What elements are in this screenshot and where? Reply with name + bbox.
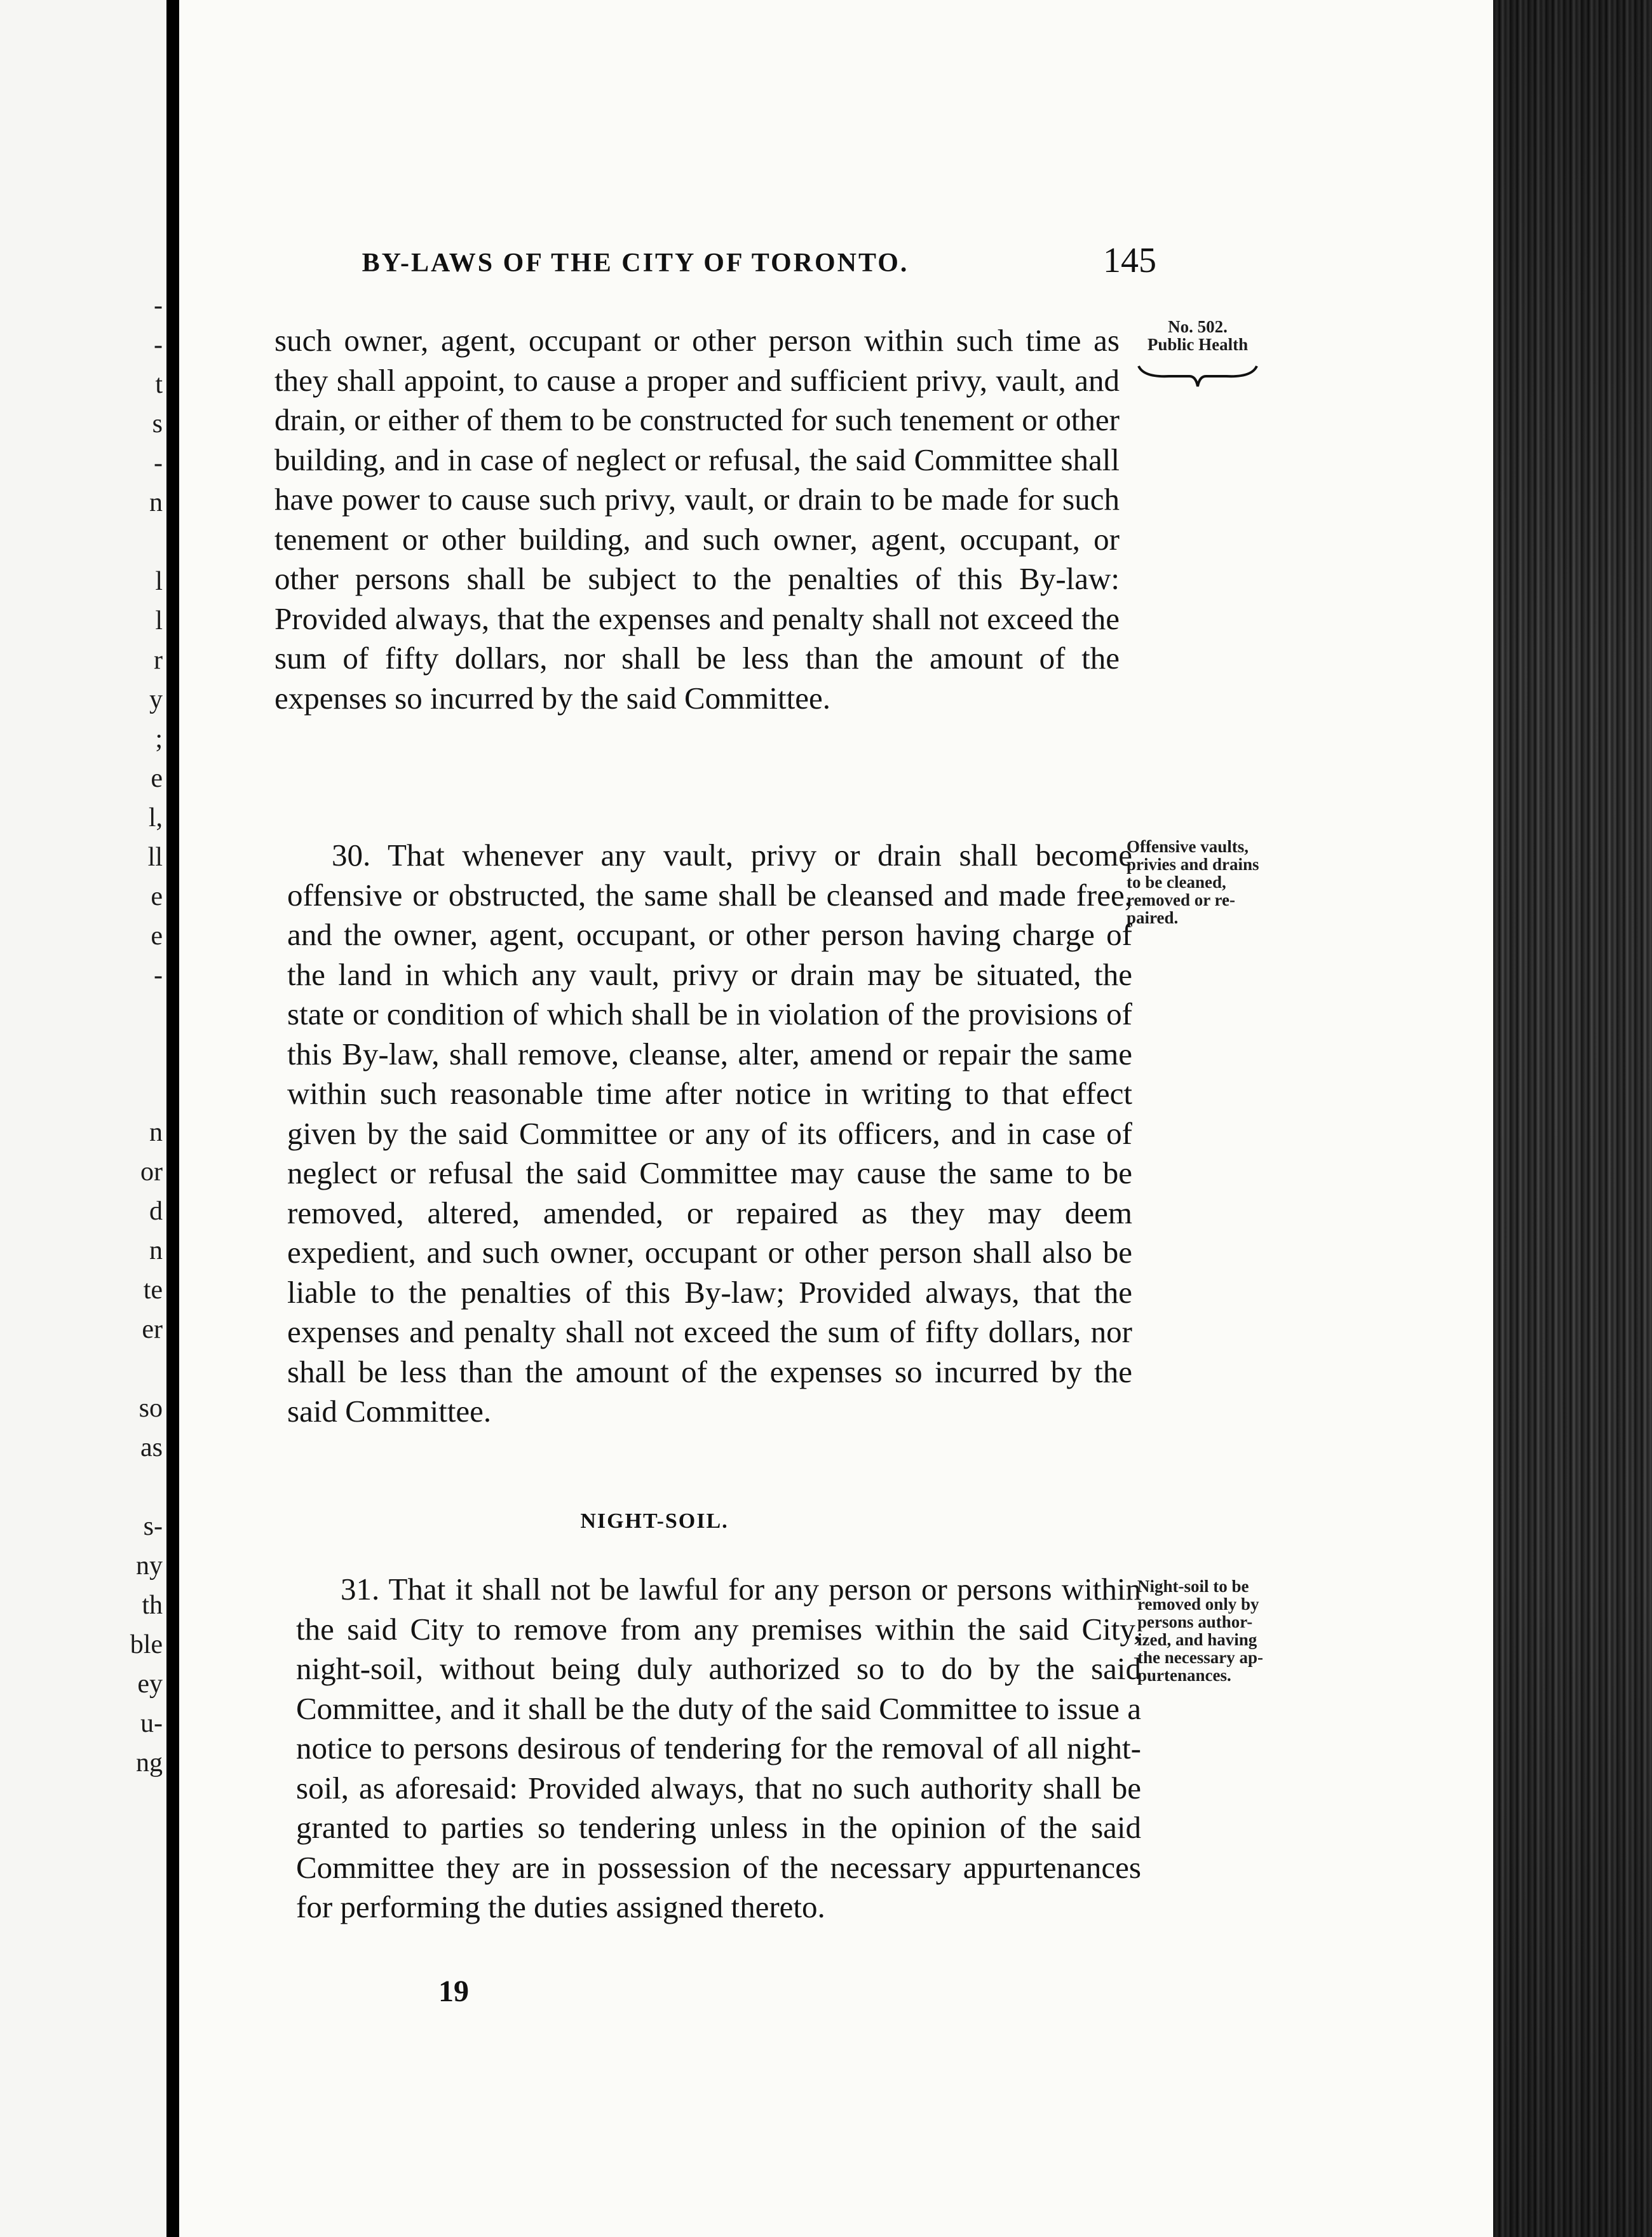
side-note-line: removed only by: [1137, 1594, 1259, 1614]
left-fragment: l: [155, 567, 163, 596]
signature-mark: 19: [438, 1975, 469, 2008]
paragraph-text: 30. That whenever any vault, privy or drain shall become offensive or obstructed, the same shall be cleansed and made free, and the owner, agent, occupant, or other person having charge of the land in which any vault, privy or drain may be situated, the state or condition of which shall be in violation of the provisions of this By-law, shall remove, cleanse, alter, amend or repair the same within such reasonable time after notice in writing to that effect given by the said Committee or any of its officers, and in case of neglect or refusal the said Committee may cause the same to be removed, altered, amended, or repaired as they may deem expedient, and such owner, occupant or other person shall also be liable to the penalties of this By-law; Provided always, that the expenses and penalty shall not exceed the sum of fifty dollars, nor shall be less than the amount of the expenses so incurred by the said Committee.: [287, 838, 1132, 1429]
side-note-line: Night-soil to be: [1137, 1577, 1249, 1596]
left-fragment: er: [142, 1315, 163, 1344]
left-fragment: so: [139, 1394, 163, 1423]
left-fragment: ng: [136, 1748, 163, 1778]
side-note-line: paired.: [1127, 908, 1179, 927]
left-fragment: [118, 522, 163, 562]
left-fragment: y: [149, 685, 163, 714]
left-fragment: t: [155, 370, 163, 399]
section-30: [287, 836, 1132, 1432]
side-note-bylaw-number: [1125, 318, 1271, 353]
left-fragment: [118, 995, 163, 1113]
left-fragment: [118, 1467, 163, 1507]
left-fragment: th: [142, 1591, 163, 1620]
left-fragment: ;: [155, 724, 163, 754]
left-fragment: ny: [136, 1551, 163, 1581]
left-fragment: e: [151, 921, 163, 951]
side-note-line: privies and drains: [1127, 855, 1259, 874]
book-gutter: [166, 0, 179, 2237]
side-note-night-soil: [1137, 1577, 1296, 1684]
left-fragment: ll: [147, 843, 163, 872]
left-facing-page: [0, 0, 166, 2237]
left-fragment: d: [149, 1197, 163, 1226]
paragraph-continuation: [274, 321, 1120, 718]
book-edge-shadow: [1493, 0, 1652, 2237]
left-fragment: ey: [137, 1669, 163, 1699]
side-note-line: Offensive vaults,: [1127, 837, 1249, 856]
left-fragment: u-: [140, 1709, 163, 1738]
side-note-line: Public Health: [1147, 335, 1249, 354]
left-fragment: s-: [143, 1512, 163, 1541]
left-fragment: [118, 1349, 163, 1389]
curly-brace-icon: [1137, 364, 1258, 389]
running-head: BY-LAWS OF THE CITY OF TORONTO.: [362, 248, 909, 278]
left-fragment: l: [155, 606, 163, 636]
left-fragment: e: [151, 882, 163, 911]
side-note-line: No. 502.: [1168, 317, 1228, 336]
side-note-line: ized, and having: [1137, 1630, 1257, 1649]
left-fragment: as: [140, 1433, 163, 1462]
left-fragment: or: [140, 1157, 163, 1186]
left-fragment: -: [154, 449, 163, 478]
left-fragment: n: [149, 1236, 163, 1265]
section-heading-night-soil: NIGHT-SOIL.: [580, 1509, 729, 1533]
section-31: [296, 1570, 1141, 1928]
side-note-line: to be cleaned,: [1127, 873, 1226, 892]
left-fragment: -: [154, 291, 163, 320]
left-fragment: n: [149, 488, 163, 517]
left-fragment: n: [149, 1118, 163, 1147]
paragraph-text: 31. That it shall not be lawful for any person or persons within the said City to remove from any premises within the said City, night-soil, without being duly authorized so to do by the said Committee, and it shall be the duty of the said Committee to issue a notice to persons desirous of tendering for the removal of all night-soil, as aforesaid: Provided always, that no such authority shall be granted to parties so tendering unless in the opinion of the said Committee they are in possession of the necessary appurtenances for performing the duties assigned thereto.: [296, 1572, 1141, 1924]
left-fragment: s: [152, 409, 163, 439]
left-fragment: ble: [130, 1630, 163, 1659]
side-note-line: purtenances.: [1137, 1666, 1231, 1685]
side-note-line: the necessary ap-: [1137, 1648, 1263, 1667]
left-fragment: l,: [148, 803, 163, 833]
left-fragment: te: [143, 1275, 163, 1305]
paragraph-text: such owner, agent, occupant or other person within such time as they shall appoint, to cause a proper and sufficient privy, vault, and drain, or either of them to be constructed for such tenement or other building, and in case of neglect or refusal, the said Committee shall have power to cause such privy, vault, or drain to be made for such tenement or other building, and such owner, agent, occupant, or other persons shall be subject to the penalties of this By-law: Provided always, that the expenses and penalty shall not exceed the sum of fifty dollars, nor shall be less than the amount of the expenses so incurred by the said Committee.: [274, 323, 1120, 716]
left-fragment: -: [154, 330, 163, 360]
left-fragment: e: [151, 764, 163, 793]
left-fragment: r: [154, 646, 163, 675]
left-fragment: -: [154, 961, 163, 990]
side-note-offensive-vaults: [1127, 838, 1298, 927]
left-page-text-fragments: [118, 286, 163, 1783]
page-number: 145: [1103, 241, 1156, 280]
side-note-line: persons author-: [1137, 1612, 1253, 1631]
side-note-line: removed or re-: [1127, 890, 1235, 909]
